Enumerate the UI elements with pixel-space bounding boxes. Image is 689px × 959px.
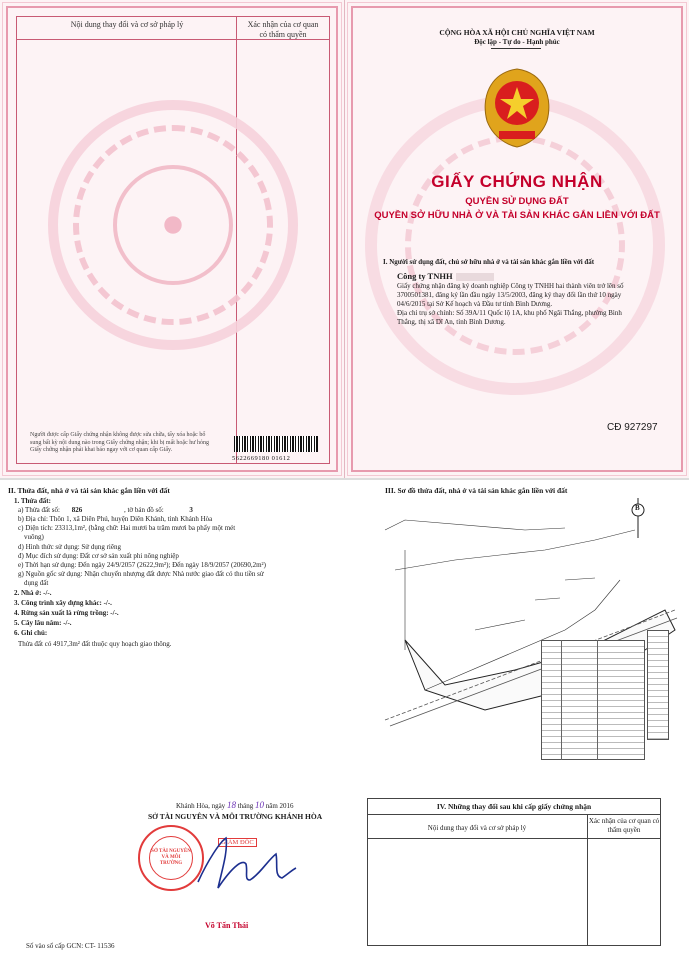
certificate-title: GIẤY CHỨNG NHẬN [431, 172, 603, 191]
cover-left-page [0, 0, 344, 478]
coordinate-table-2 [647, 630, 669, 740]
house-row: 2. Nhà ở: -/-. [14, 589, 52, 597]
barcode-number: 5622669180 01612 [232, 455, 291, 462]
owner-desc-2: 3700501381, đăng ký lần đầu ngày 13/5/2003, đăng ký thay đổi lần thứ 10 ngày [397, 291, 622, 299]
parcel-number: 826 [71, 506, 83, 514]
drum-star-icon [143, 195, 203, 255]
forest-row: 4. Rừng sản xuất là rừng trồng: -/-. [14, 609, 119, 617]
coordinate-table [541, 640, 645, 760]
stamp-text: SỞ TÀI NGUYÊN VÀ MÔI TRƯỜNG [151, 849, 191, 866]
registry-number: Số vào sổ cấp GCN: CT- 11536 [26, 942, 115, 950]
issue-date: Khánh Hòa, ngày 18 tháng 10 năm 2016 [176, 800, 294, 810]
usage-purpose: đ) Mục đích sử dụng: Đất cơ sở sản xuất phi nông nghiệp [18, 552, 179, 560]
parcel-area-2: vuông) [24, 533, 44, 541]
issue-month: 10 [255, 800, 264, 810]
footer-note: Người được cấp Giấy chứng nhận không được sửa chữa, tẩy xóa hoặc bổ sung bất kỳ nội dung nào trong Giấy chứng nhận; khi bị mất hoặc hư hỏng Giấy chứng nhận phải khai báo ngay với cơ quan cấp Giấy. [30, 432, 209, 453]
col-changes-header: Nội dung thay đổi và cơ sở pháp lý [16, 16, 237, 40]
note-heading: 6. Ghi chú: [14, 629, 48, 637]
owner-desc-4: Địa chỉ trụ sở chính: Số 39A/11 Quốc lộ 1A, khu phố Ngãi Thắng, phường Bình [397, 309, 622, 317]
parcel-number-row: a) Thửa đất số: 826 , tờ bản đồ số: 3 [18, 506, 193, 514]
stamp-director-label: GIÁM ĐỐC [218, 838, 257, 847]
signature [190, 830, 300, 900]
map-number: 3 [189, 506, 193, 514]
north-label: B [635, 504, 640, 512]
issuing-agency: SỞ TÀI NGUYÊN VÀ MÔI TRƯỜNG KHÁNH HÒA [148, 812, 323, 821]
motto-line-1: CỘNG HÒA XÃ HỘI CHỦ NGHĨA VIỆT NAM [439, 28, 595, 37]
motto-line-2: Độc lập - Tự do - Hạnh phúc [474, 38, 560, 46]
iv-col-changes: Nội dung thay đổi và cơ sở pháp lý [427, 824, 527, 832]
redacted-name [456, 273, 494, 281]
serial-number: CĐ 927297 [607, 422, 658, 433]
perennial-row: 5. Cây lâu năm: -/-. [14, 619, 72, 627]
note-text: Thửa đất có 4917,3m² đất thuộc quy hoạch giao thông. [18, 640, 172, 648]
parcel-map-page [345, 480, 689, 959]
parcel-heading: 1. Thửa đất: [14, 497, 51, 505]
usage-term: e) Thời hạn sử dụng: Đến ngày 24/9/2057 (2622,9m²); Đến ngày 18/9/2057 (20690,2m²) [18, 561, 266, 569]
section-4-heading: IV. Những thay đổi sau khi cấp giấy chứng nhận [436, 802, 592, 811]
usage-origin-2: dụng đất [24, 579, 49, 587]
signer-name: Võ Tấn Thái [205, 921, 249, 930]
section-3-heading: III. Sơ đồ thửa đất, nhà ở và tài sản khác gắn liền với đất [385, 486, 568, 495]
usage-origin-1: g) Nguồn gốc sử dụng: Nhận chuyển nhượng đất được Nhà nước giao đất có thu tiền sử [18, 570, 264, 578]
owner-desc-1: Giấy chứng nhận đăng ký doanh nghiệp Công ty TNHH hai thành viên trở lên số [397, 282, 624, 290]
col-confirm-header: Xác nhận của cơ quan có thẩm quyền [236, 16, 330, 40]
barcode [234, 436, 318, 452]
section-1-heading: I. Người sử dụng đất, chủ sở hữu nhà ở và tài sản khác gắn liền với đất [383, 258, 595, 266]
parcel-address: b) Địa chỉ: Thôn 1, xã Diên Phú, huyện Diên Khánh, tỉnh Khánh Hòa [18, 515, 213, 523]
certificate-subtitle-1: QUYỀN SỬ DỤNG ĐẤT [465, 196, 569, 207]
parcel-info-page [0, 480, 344, 959]
usage-form: d) Hình thức sử dụng: Sử dụng riêng [18, 543, 121, 551]
construction-row: 3. Công trình xây dựng khác: -/-. [14, 599, 112, 607]
iv-col-confirm: Xác nhận của cơ quan có thẩm quyền [588, 817, 660, 834]
national-emblem-icon [477, 65, 557, 150]
owner-company: Công ty TNHH [397, 271, 494, 281]
owner-desc-5: Thắng, thị xã Dĩ An, tỉnh Bình Dương. [397, 318, 506, 326]
certificate-subtitle-2: QUYỀN SỞ HỮU NHÀ Ở VÀ TÀI SẢN KHÁC GẮN LIỀN VỚI ĐẤT [374, 210, 660, 221]
cover-right-page [345, 0, 689, 478]
owner-desc-3: 04/6/2015 tại Sở Kế hoạch và Đầu tư tỉnh Bình Dương. [397, 300, 553, 308]
issue-day: 18 [226, 800, 236, 810]
parcel-area-1: c) Diện tích: 23313,1m², (bằng chữ: Hai mươi ba trăm mươi ba phẩy một mét [18, 524, 236, 532]
section-2-heading: II. Thửa đất, nhà ở và tài sản khác gắn liền với đất [8, 486, 170, 495]
